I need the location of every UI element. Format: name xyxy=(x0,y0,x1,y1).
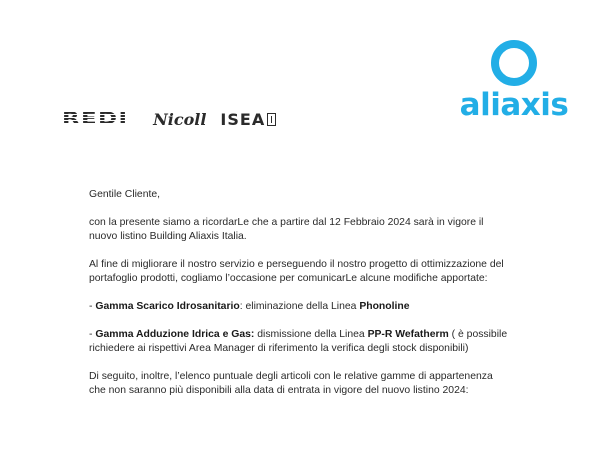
change-item-adduzione: - Gamma Adduzione Idrica e Gas: dismissione della Linea PP-R Wefatherm ( è possibile richiedere ai rispettivi Area Manager di riferimento la verifica degli stock disponibili) xyxy=(89,329,508,354)
isea-logo-text: ISEA xyxy=(220,109,266,129)
redi-logo: REDI xyxy=(62,109,129,129)
isea-mark-icon xyxy=(267,113,276,126)
closing-paragraph: Di seguito, inoltre, l’elenco puntuale degli articoli con le relative gamme di appartenenza che non saranno più disponibili alla data di entrata in vigore del nuovo listino 2024: xyxy=(89,371,493,396)
intro-paragraph: con la presente siamo a ricordarLe che a partire dal 12 Febbraio 2024 sarà in vigore il nuovo listino Building Aliaxis Italia. xyxy=(89,217,484,242)
greeting: Gentile Cliente, xyxy=(89,189,161,200)
isea-logo xyxy=(220,110,276,129)
range-name: Gamma Adduzione Idrica e Gas: xyxy=(95,329,255,340)
range-name: Gamma Scarico Idrosanitario xyxy=(95,301,240,312)
nicoll-logo: Nicoll xyxy=(153,109,207,129)
product-line-name: Phonoline xyxy=(359,301,410,312)
letter-body xyxy=(89,188,509,412)
aliaxis-wordmark: aliaxis xyxy=(459,87,569,123)
product-line-name: PP-R Wefatherm xyxy=(367,329,449,340)
aliaxis-ring-icon xyxy=(491,40,537,86)
purpose-paragraph: Al fine di migliorare il nostro servizio e perseguendo il nostro progetto di ottimizzazione del portafoglio prodotti, cogliamo l’occasione per comunicarLe alcune modifiche apportate: xyxy=(89,259,504,284)
brand-logos xyxy=(62,110,276,128)
aliaxis-logo xyxy=(459,40,569,123)
change-item-scarico: - Gamma Scarico Idrosanitario: eliminazione della Linea Phonoline xyxy=(89,301,410,312)
